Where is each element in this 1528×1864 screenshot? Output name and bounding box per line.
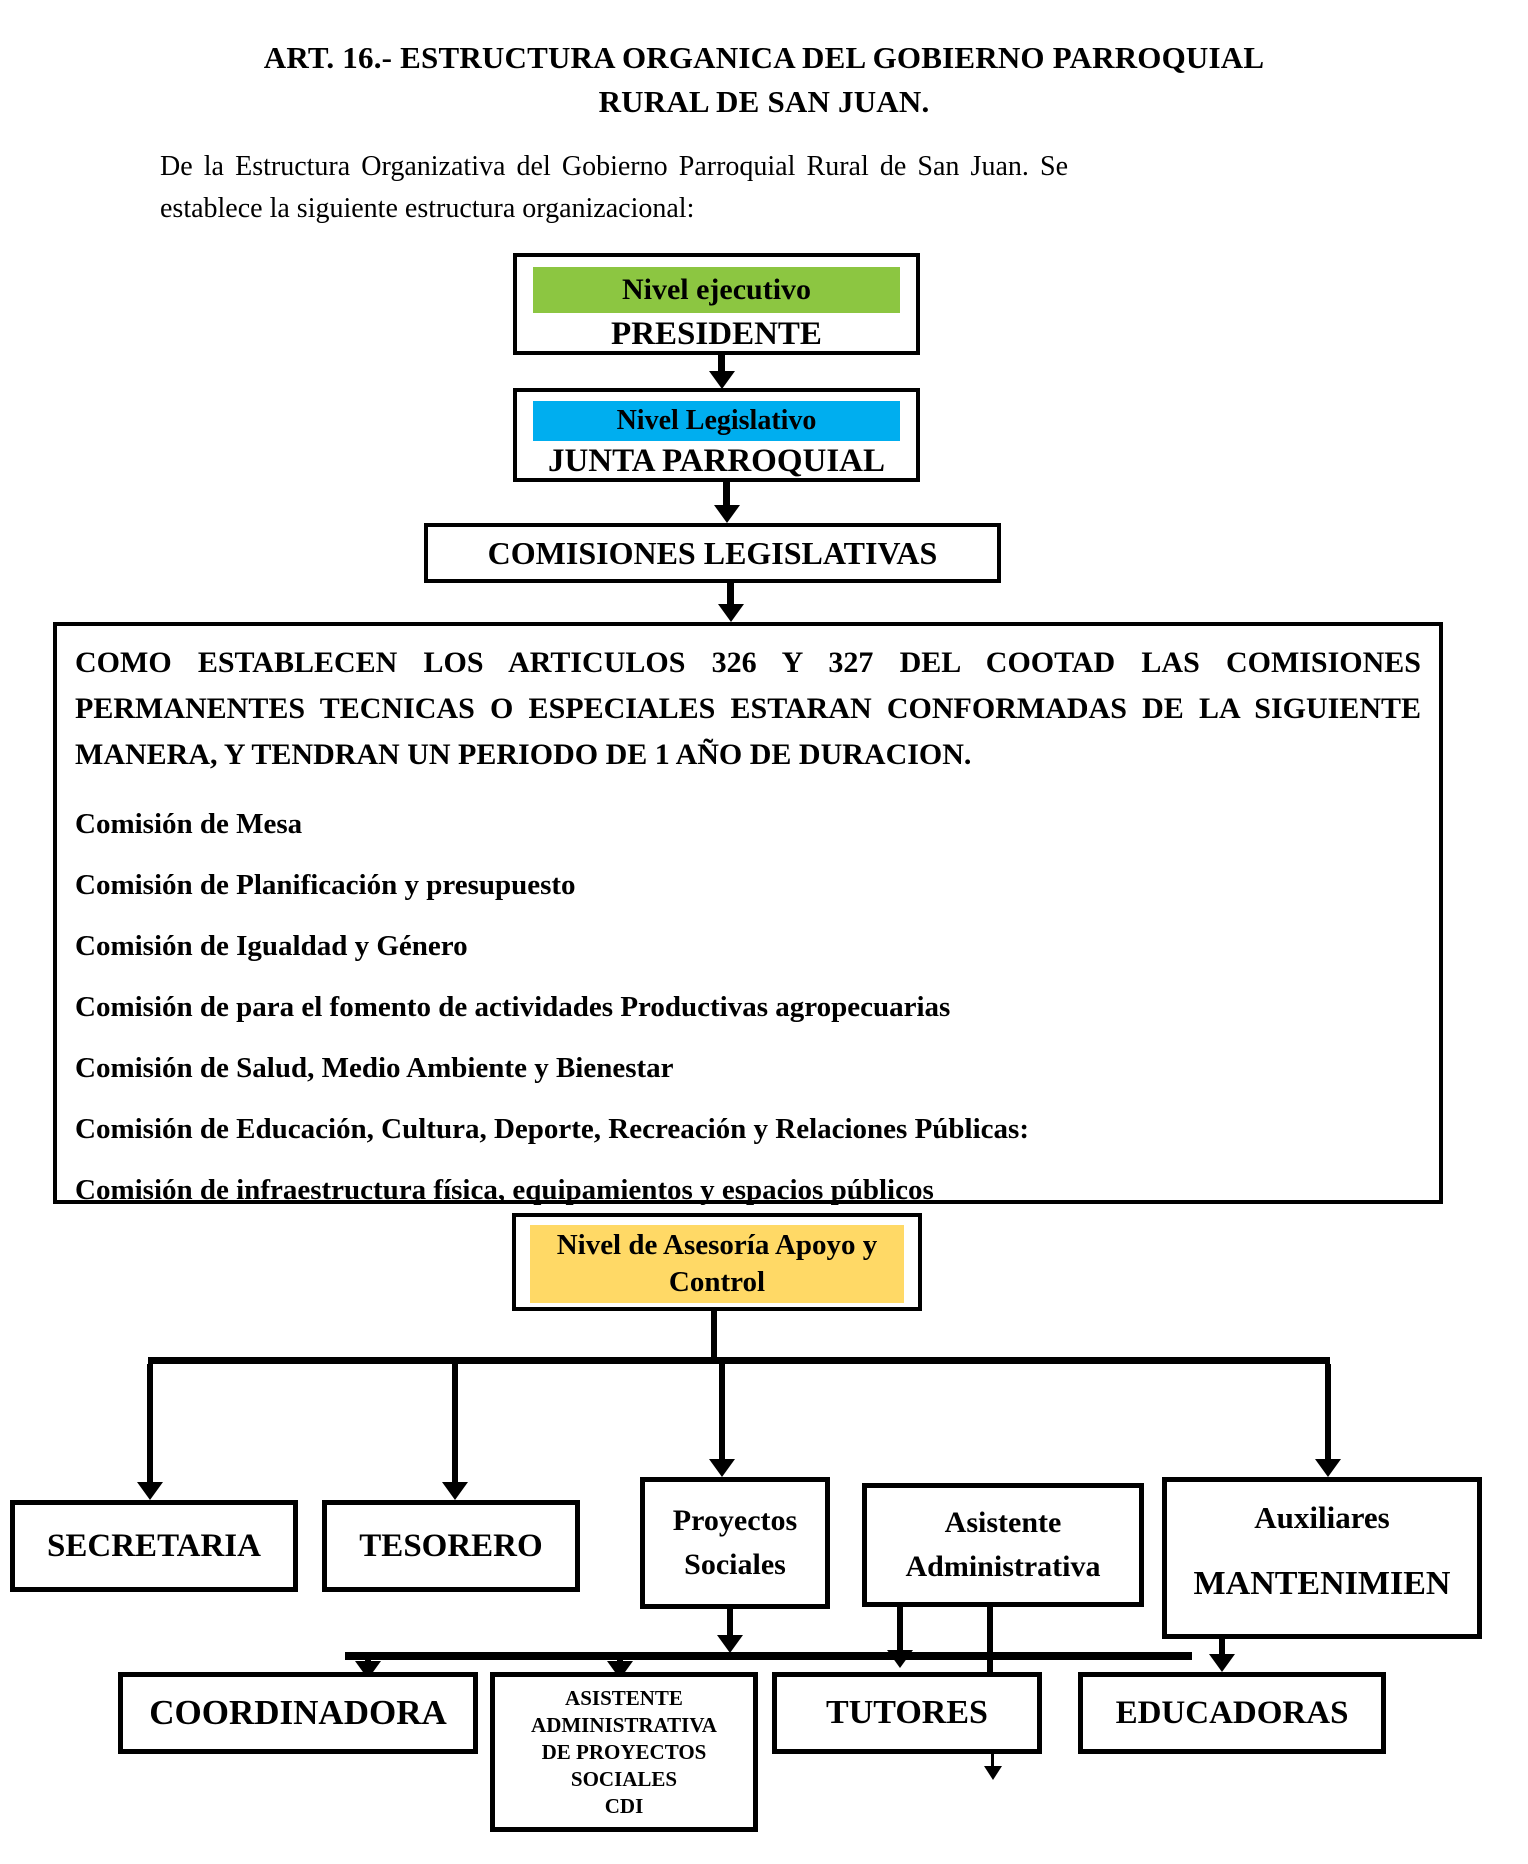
cdi-label-line5: CDI	[604, 1794, 644, 1818]
connector-auxiliares-educadoras	[1219, 1639, 1225, 1655]
commission-item: Comisión de Planificación y presupuesto	[75, 869, 576, 901]
auxiliares-label-line2: MANTENIMIEN	[1193, 1565, 1451, 1602]
commissions-detail-box	[53, 622, 1443, 1204]
legislative-level-label: Nivel Legislativo	[533, 401, 900, 441]
commissions-list	[75, 809, 1421, 1205]
tesorero-box: TESORERO	[322, 1500, 580, 1592]
connector-advisory-trunk	[711, 1311, 717, 1361]
main-branch-line	[148, 1357, 1330, 1364]
proyectos-label-line1: Proyectos	[672, 1504, 798, 1537]
secretaria-box: SECRETARIA	[10, 1500, 298, 1592]
advisory-label-line2: Control	[668, 1266, 766, 1298]
commission-item: Comisión de infraestructura física, equipamientos y espacios públicos	[75, 1174, 934, 1206]
commission-item: Comisión de para el fomento de actividades Productivas agropecuarias	[75, 991, 951, 1023]
legislative-box	[513, 388, 920, 482]
intro-paragraph: De la Estructura Organizativa del Gobierno Parroquial Rural de San Juan. Se establece la siguiente estructura organizacional:	[160, 151, 1068, 224]
asistente-label-line1: Asistente	[944, 1506, 1062, 1539]
proyectos-label-line2: Sociales	[684, 1548, 786, 1581]
arrowhead-comisiones-note	[718, 604, 744, 622]
arrowhead-tutores-down	[984, 1766, 1002, 1780]
comisiones-legislativas-box: COMISIONES LEGISLATIVAS	[424, 523, 1001, 583]
connector-proyectos	[719, 1364, 725, 1460]
page-title-line1: ART. 16.- ESTRUCTURA ORGANICA DEL GOBIERNO PARROQUIAL	[263, 40, 1265, 75]
tutores-box: TUTORES	[772, 1672, 1042, 1754]
connector-proyectos-down	[727, 1609, 733, 1637]
arrowhead-secretaria	[137, 1482, 163, 1500]
commissions-note: COMO ESTABLECEN LOS ARTICULOS 326 Y 327 DEL COOTAD LAS COMISIONES PERMANENTES TECNICAS O ESPECIALES ESTARAN CONFORMADAS DE LA SIGUIENTE MANERA, Y TENDRAN UN PERIODO DE 1 AÑO DE DURACION.	[75, 646, 1421, 771]
commission-item: Comisión de Igualdad y Género	[75, 930, 468, 962]
cdi-label-line2: ADMINISTRATIVA	[531, 1713, 717, 1737]
connector-asistente-tutores-2	[987, 1607, 993, 1672]
arrowhead-exec-legis	[709, 371, 735, 389]
legislative-role-label: JUNTA PARROQUIAL	[547, 443, 886, 479]
advisory-box	[512, 1213, 922, 1311]
connector-asistente-tutores	[897, 1607, 903, 1651]
executive-box	[513, 253, 920, 355]
advisory-level-label	[530, 1225, 904, 1303]
arrowhead-auxiliares-educadoras	[1209, 1654, 1235, 1672]
educadoras-box: EDUCADORAS	[1078, 1672, 1386, 1754]
asistente-administrativa-box	[862, 1483, 1144, 1607]
auxiliares-mantenimiento-box	[1162, 1477, 1482, 1639]
connector-tesorero	[452, 1364, 458, 1484]
connector-legis-comisiones	[723, 482, 730, 506]
connector-exec-legis	[718, 355, 725, 372]
proyectos-sociales-box	[640, 1477, 830, 1609]
commission-item: Comisión de Educación, Cultura, Deporte, Recreación y Relaciones Públicas:	[75, 1113, 1029, 1145]
commission-item: Comisión de Mesa	[75, 808, 303, 840]
arrowhead-proyectos	[709, 1459, 735, 1477]
secondary-branch-line	[345, 1652, 1192, 1660]
connector-auxiliares	[1325, 1364, 1331, 1460]
cdi-label-line4: SOCIALES	[570, 1767, 678, 1791]
advisory-label-line1: Nivel de Asesoría Apoyo y	[556, 1229, 878, 1261]
asistente-label-line2: Administrativa	[905, 1550, 1101, 1583]
arrowhead-proyectos-down	[717, 1635, 743, 1653]
cdi-label-line1: ASISTENTE	[565, 1686, 683, 1710]
arrowhead-legis-comisiones	[714, 505, 740, 523]
asistente-proyectos-cdi-box	[490, 1672, 758, 1832]
arrowhead-auxiliares	[1315, 1459, 1341, 1477]
commission-item: Comisión de Salud, Medio Ambiente y Bienestar	[75, 1052, 674, 1084]
coordinadora-box: COORDINADORA	[118, 1672, 478, 1754]
executive-role-label: PRESIDENTE	[611, 316, 822, 352]
connector-comisiones-note	[727, 583, 734, 605]
executive-level-label: Nivel ejecutivo	[533, 267, 900, 313]
cdi-label-line3: DE PROYECTOS	[541, 1740, 707, 1764]
page-title-line2: RURAL DE SAN JUAN.	[598, 84, 930, 119]
arrowhead-tesorero	[442, 1482, 468, 1500]
connector-secretaria	[147, 1364, 153, 1484]
arrowhead-asistente-tutores	[887, 1650, 913, 1668]
auxiliares-label-line1: Auxiliares	[1254, 1500, 1390, 1535]
